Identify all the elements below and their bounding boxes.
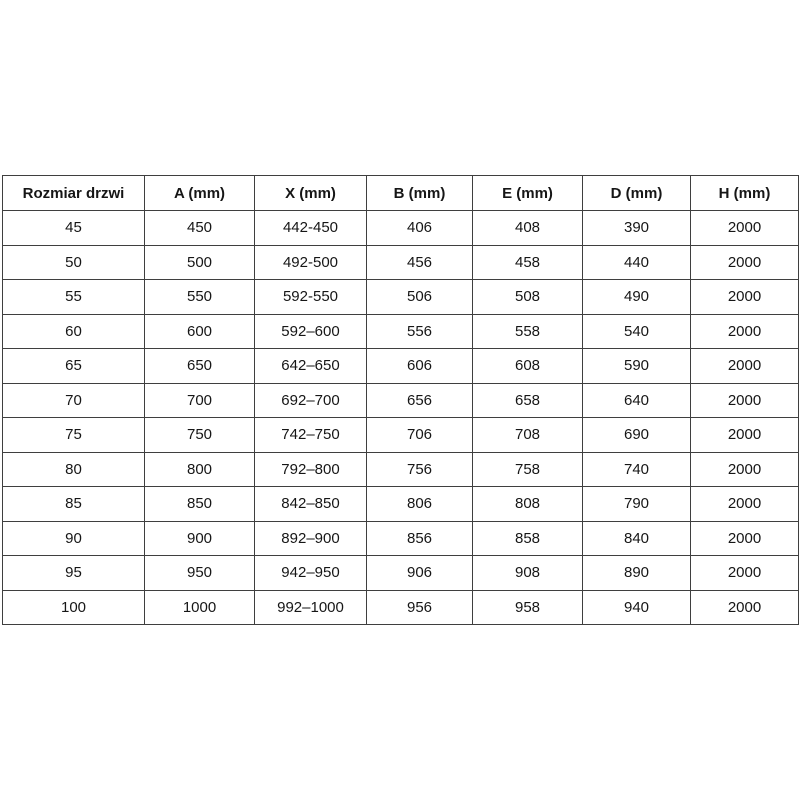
table-cell: 506 (367, 280, 473, 315)
table-cell: 892–900 (255, 521, 367, 556)
table-cell: 606 (367, 349, 473, 384)
table-cell: 992–1000 (255, 590, 367, 625)
table-cell: 65 (3, 349, 145, 384)
column-header: E (mm) (473, 176, 583, 211)
table-cell: 758 (473, 452, 583, 487)
table-cell: 458 (473, 245, 583, 280)
table-cell: 592-550 (255, 280, 367, 315)
table-header (3, 176, 799, 211)
table-cell: 2000 (691, 280, 799, 315)
column-header: A (mm) (145, 176, 255, 211)
header-row (3, 176, 799, 211)
table-row (3, 452, 799, 487)
table-cell: 900 (145, 521, 255, 556)
table-cell: 750 (145, 418, 255, 453)
table-cell: 608 (473, 349, 583, 384)
table-cell: 70 (3, 383, 145, 418)
table-cell: 850 (145, 487, 255, 522)
table-cell: 958 (473, 590, 583, 625)
table-cell: 75 (3, 418, 145, 453)
table-row (3, 418, 799, 453)
table-row (3, 590, 799, 625)
table-cell: 440 (583, 245, 691, 280)
table-cell: 540 (583, 314, 691, 349)
table-cell: 956 (367, 590, 473, 625)
table-cell: 700 (145, 383, 255, 418)
table-cell: 490 (583, 280, 691, 315)
table-cell: 2000 (691, 383, 799, 418)
table-cell: 950 (145, 556, 255, 591)
table-cell: 550 (145, 280, 255, 315)
column-header: D (mm) (583, 176, 691, 211)
column-header: Rozmiar drzwi (3, 176, 145, 211)
table-cell: 908 (473, 556, 583, 591)
table-cell: 742–750 (255, 418, 367, 453)
table-cell: 858 (473, 521, 583, 556)
table-cell: 2000 (691, 590, 799, 625)
column-header: H (mm) (691, 176, 799, 211)
table-cell: 95 (3, 556, 145, 591)
table-cell: 2000 (691, 211, 799, 246)
table-cell: 592–600 (255, 314, 367, 349)
table-cell: 808 (473, 487, 583, 522)
table-cell: 2000 (691, 521, 799, 556)
table-cell: 2000 (691, 314, 799, 349)
table-cell: 706 (367, 418, 473, 453)
table-cell: 2000 (691, 349, 799, 384)
table-cell: 890 (583, 556, 691, 591)
table-row (3, 314, 799, 349)
table-cell: 906 (367, 556, 473, 591)
column-header: X (mm) (255, 176, 367, 211)
table-cell: 650 (145, 349, 255, 384)
table-cell: 2000 (691, 556, 799, 591)
table-cell: 656 (367, 383, 473, 418)
table-cell: 50 (3, 245, 145, 280)
table-cell: 590 (583, 349, 691, 384)
table-row (3, 556, 799, 591)
table-cell: 406 (367, 211, 473, 246)
table-cell: 90 (3, 521, 145, 556)
table-cell: 408 (473, 211, 583, 246)
table-row (3, 280, 799, 315)
table-row (3, 521, 799, 556)
table-row (3, 383, 799, 418)
table-cell: 692–700 (255, 383, 367, 418)
table-cell: 600 (145, 314, 255, 349)
table-cell: 442-450 (255, 211, 367, 246)
table-cell: 2000 (691, 487, 799, 522)
table-cell: 2000 (691, 418, 799, 453)
table-cell: 942–950 (255, 556, 367, 591)
table-cell: 80 (3, 452, 145, 487)
table-cell: 740 (583, 452, 691, 487)
table-row (3, 487, 799, 522)
table-cell: 508 (473, 280, 583, 315)
table-cell: 658 (473, 383, 583, 418)
table-cell: 2000 (691, 452, 799, 487)
table-cell: 800 (145, 452, 255, 487)
table-cell: 792–800 (255, 452, 367, 487)
column-header: B (mm) (367, 176, 473, 211)
table-cell: 842–850 (255, 487, 367, 522)
table-cell: 390 (583, 211, 691, 246)
table-cell: 790 (583, 487, 691, 522)
table-cell: 856 (367, 521, 473, 556)
table-cell: 940 (583, 590, 691, 625)
table-cell: 556 (367, 314, 473, 349)
table-row (3, 349, 799, 384)
table-cell: 640 (583, 383, 691, 418)
table-cell: 500 (145, 245, 255, 280)
table-cell: 690 (583, 418, 691, 453)
table-cell: 492-500 (255, 245, 367, 280)
table-body (3, 211, 799, 625)
table-cell: 2000 (691, 245, 799, 280)
table-row (3, 211, 799, 246)
table-cell: 806 (367, 487, 473, 522)
table-cell: 55 (3, 280, 145, 315)
table-cell: 558 (473, 314, 583, 349)
door-size-table (2, 175, 799, 625)
table-cell: 45 (3, 211, 145, 246)
table-cell: 456 (367, 245, 473, 280)
table-cell: 756 (367, 452, 473, 487)
table-cell: 708 (473, 418, 583, 453)
table-cell: 450 (145, 211, 255, 246)
table-cell: 642–650 (255, 349, 367, 384)
table-cell: 85 (3, 487, 145, 522)
table-cell: 1000 (145, 590, 255, 625)
table-cell: 60 (3, 314, 145, 349)
table-cell: 840 (583, 521, 691, 556)
table-cell: 100 (3, 590, 145, 625)
table-row (3, 245, 799, 280)
